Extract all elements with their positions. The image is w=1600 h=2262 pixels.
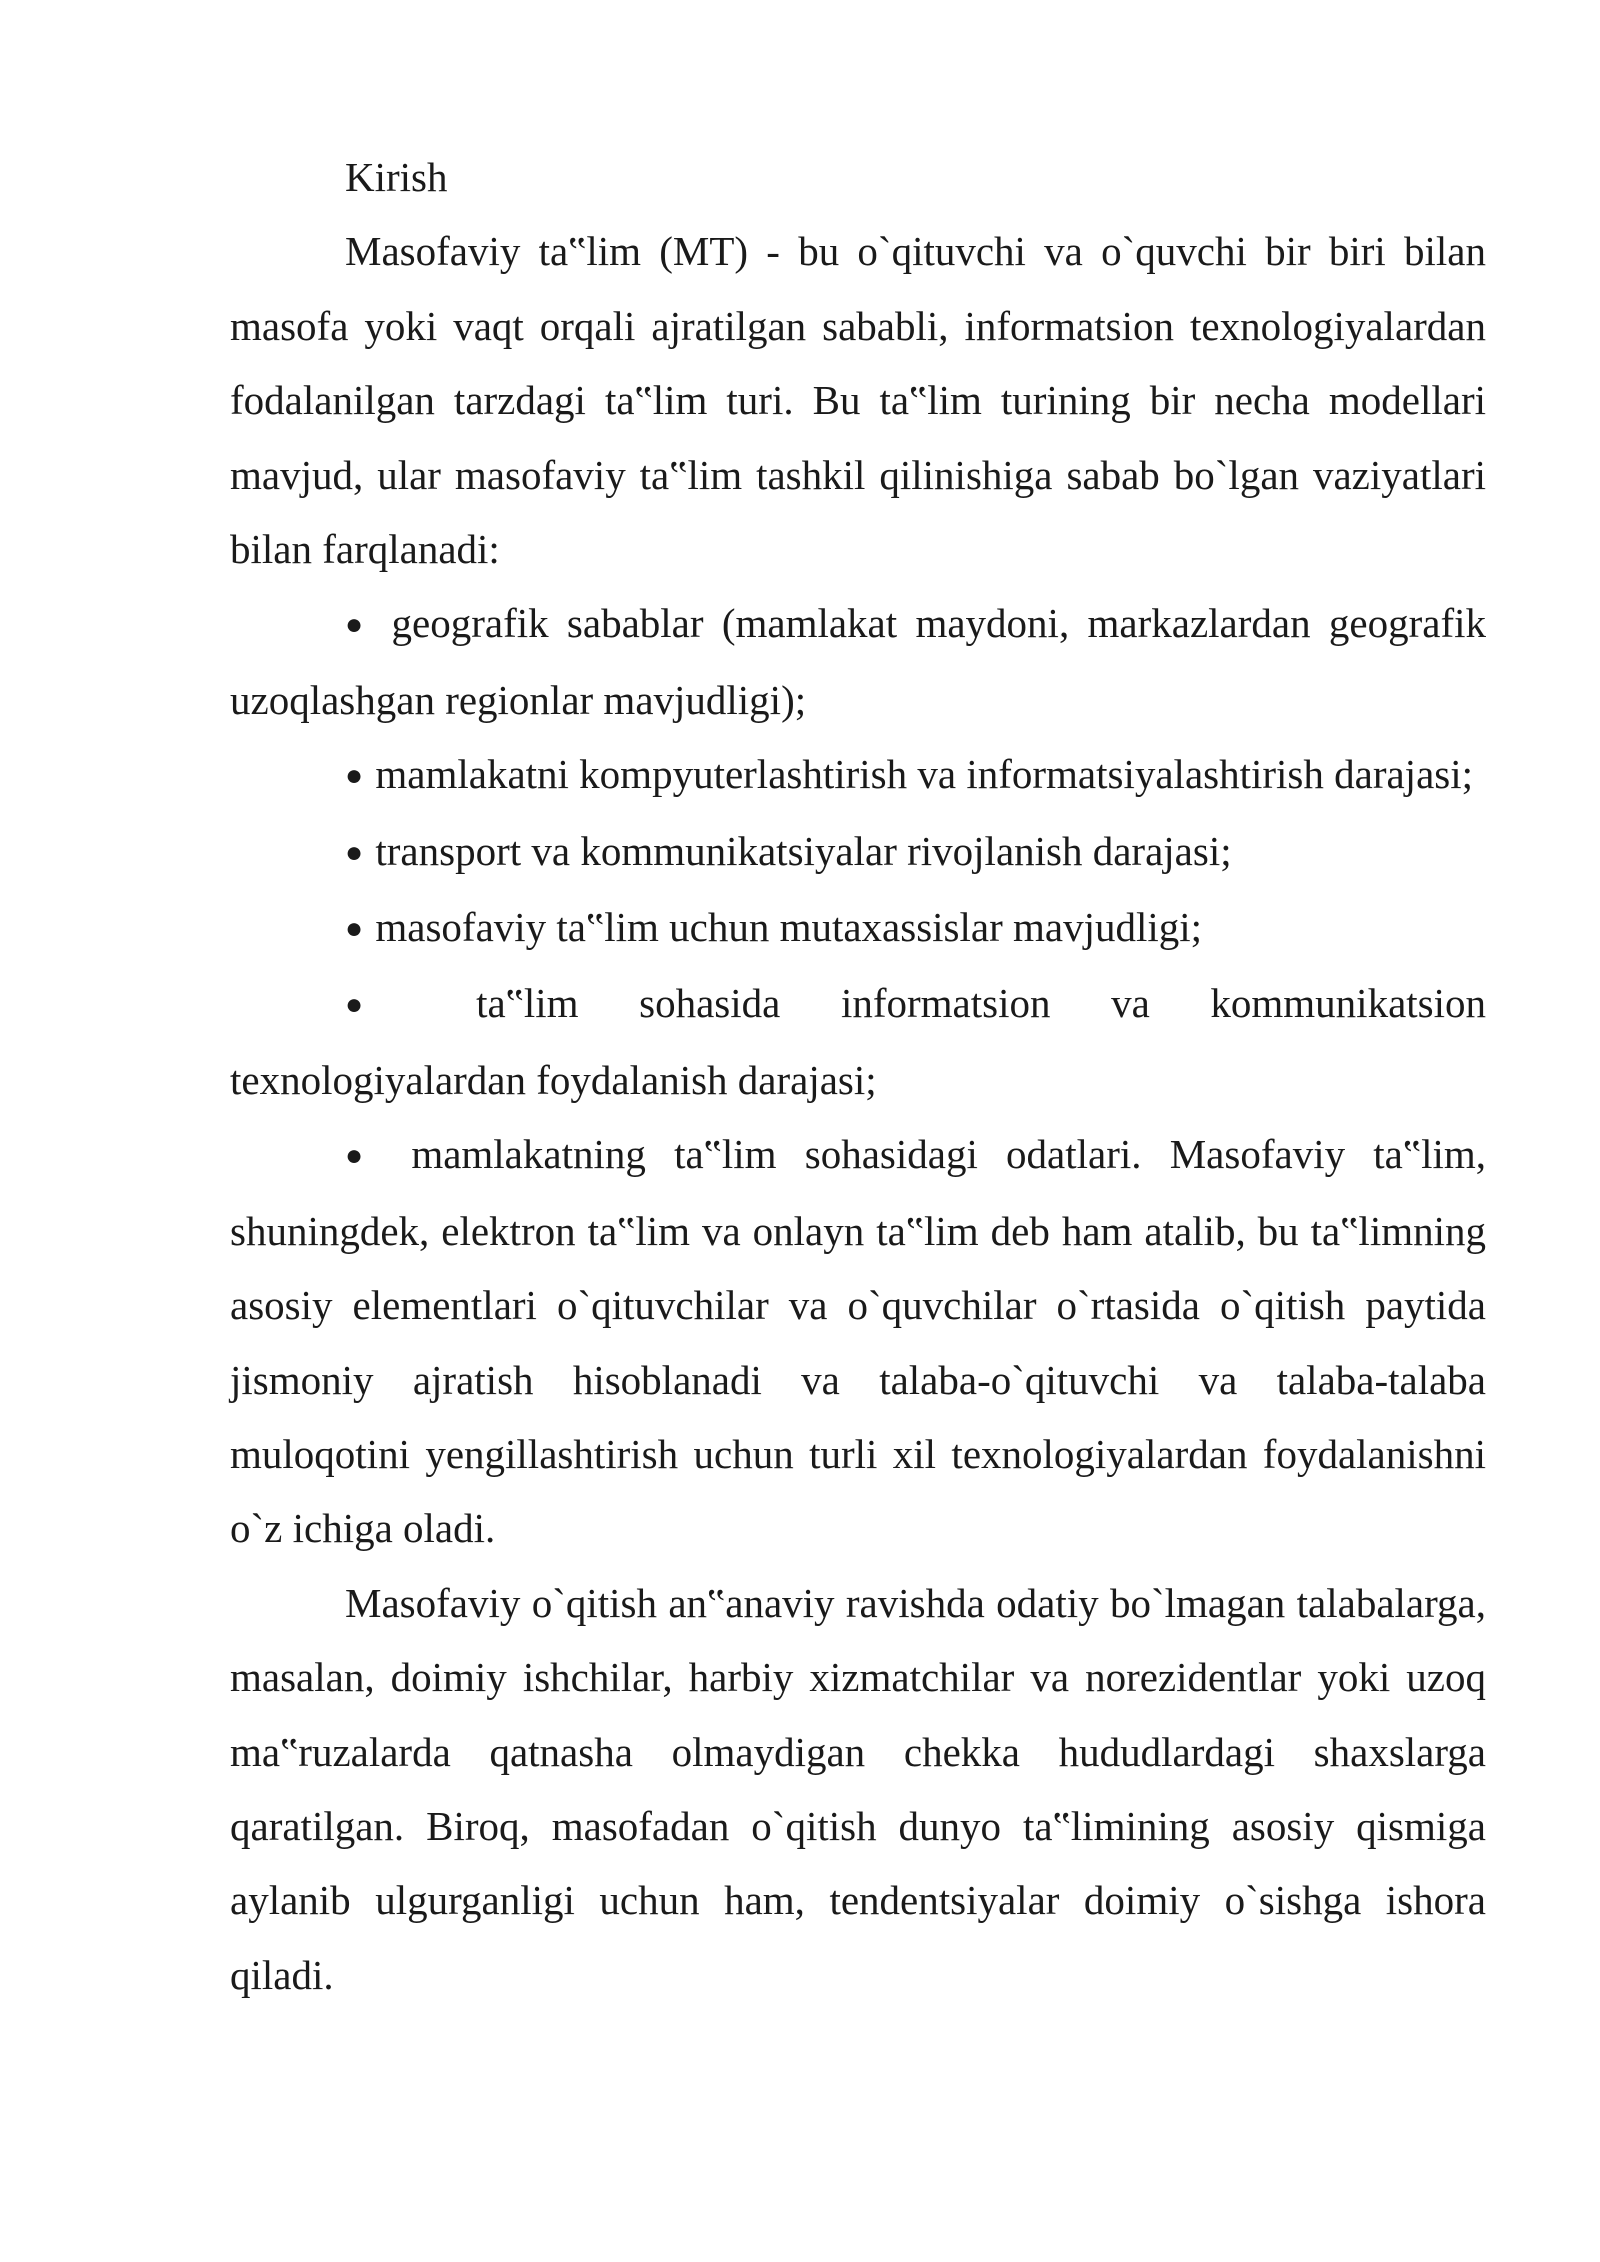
section-heading: Kirish: [345, 154, 448, 200]
bullet-item-2: [230, 737, 1486, 813]
bullet-icon: ●: [345, 759, 364, 793]
bullet-text: ta‟lim sohasida informatsion va kommunikatsion texnologiyalardan foydalanish darajasi;: [230, 980, 1486, 1103]
bullet-item-4: [230, 890, 1486, 966]
bullet-icon: ●: [345, 912, 364, 946]
bullet-text: transport va kommunikatsiyalar rivojlanish darajasi;: [375, 827, 1232, 874]
bullet-text: geografik sabablar (mamlakat maydoni, markazlardan geografik uzoqlashgan regionlar mavjudligi);: [230, 600, 1486, 723]
bullet-icon: ●: [345, 988, 414, 1022]
document-body: [230, 140, 1486, 2012]
bullet-text: mamlakatni kompyuterlashtirish va informatsiyalashtirish darajasi;: [375, 751, 1474, 798]
intro-paragraph: Masofaviy ta‟lim (MT) - bu o`qituvchi va o`quvchi bir biri bilan masofa yoki vaqt orqali ajratilgan sababli, informatsion texnologiyalardan fodalanilgan tarzdagi ta‟lim turi. Bu ta‟lim turining bir necha modellari mavjud, ular masofaviy ta‟lim tashkil qilinishiga sabab bo`lgan vaziyatlari bilan farqlanadi:: [230, 228, 1486, 573]
bullet-item-3: [230, 814, 1486, 890]
bullet-icon: ●: [345, 1139, 382, 1173]
bullet-item-5: [230, 966, 1486, 1117]
bullet-text: mamlakatning ta‟lim sohasidagi odatlari. Masofaviy ta‟lim, shuningdek, elektron ta‟lim va onlayn ta‟lim deb ham atalib, bu ta‟limning asosiy elementlari o`qituvchilar va o`quvchilar o`rtasida o`qitish paytida jismoniy ajratish hisoblanadi va talaba-o`qituvchi va talaba-talaba muloqotini yengillashtirish uchun turli xil texnologiyalardan foydalanishni o`z ichiga oladi.: [230, 1131, 1487, 1552]
bullet-text: masofaviy ta‟lim uchun mutaxassislar mavjudligi;: [375, 904, 1203, 951]
bullet-item-6: [230, 1117, 1486, 1565]
closing-paragraph: Masofaviy o`qitish an‟anaviy ravishda odatiy bo`lmagan talabalarga, masalan, doimiy ishchilar, harbiy xizmatchilar va norezidentlar yoki uzoq ma‟ruzalarda qatnasha olmaydigan chekka hududlardagi shaxslarga qaratilgan. Biroq, masofadan o`qitish dunyo ta‟limining asosiy qismiga aylanib ulgurganligi uchun ham, tendentsiyalar doimiy o`sishga ishora qiladi.: [230, 1579, 1486, 1998]
bullet-icon: ●: [345, 608, 372, 642]
bullet-item-1: [230, 586, 1486, 737]
bullet-icon: ●: [345, 835, 364, 869]
